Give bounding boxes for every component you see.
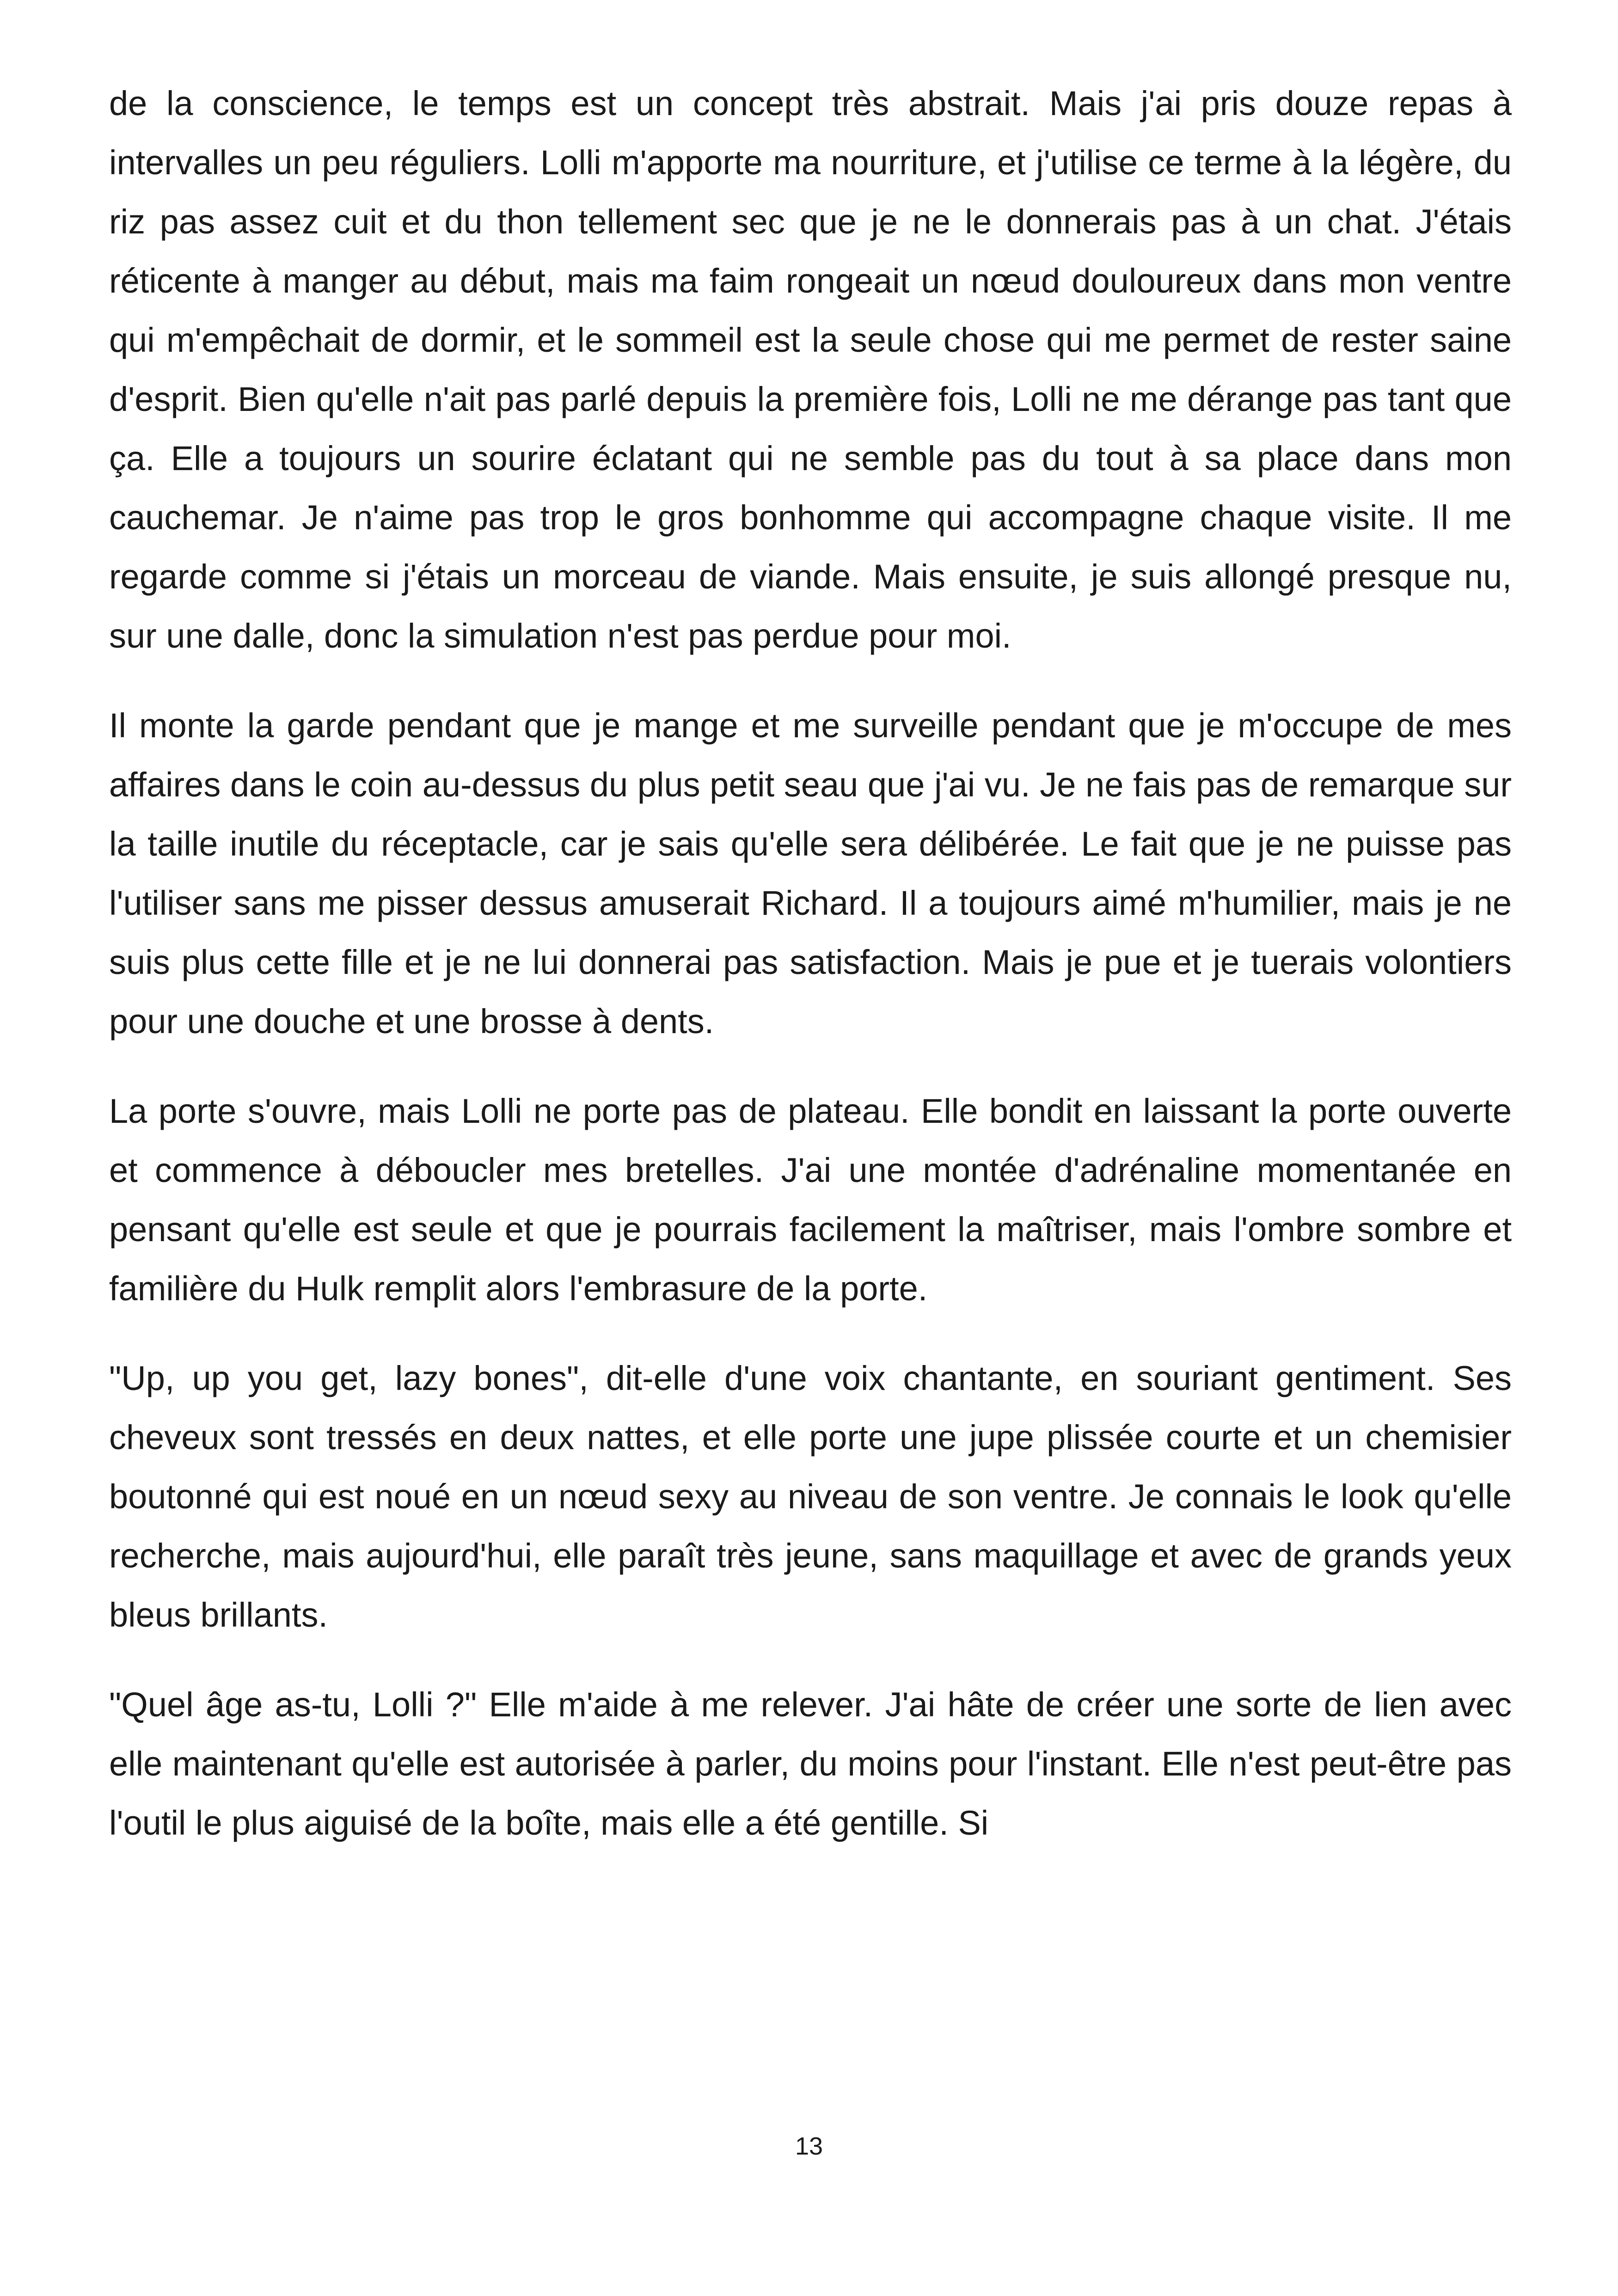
paragraph-4: "Up, up you get, lazy bones", dit-elle d'une voix chantante, en souriant gentiment. Ses cheveux sont tressés en deux nattes, et elle porte une jupe plissée courte et un chemisier boutonné qui est noué en un nœud sexy au niveau de son ventre. Je connais le look qu'elle recherche, mais aujourd'hui, elle paraît très jeune, sans maquillage et avec de grands yeux bleus brillants. (109, 1359, 1512, 1634)
page-number: 13 (795, 2132, 823, 2160)
paragraph-1: de la conscience, le temps est un concept très abstrait. Mais j'ai pris douze repas à intervalles un peu réguliers. Lolli m'apporte ma nourriture, et j'utilise ce terme à la légère, du riz pas assez cuit et du thon tellement sec que je ne le donnerais pas à un chat. J'étais réticente à manger au début, mais ma faim rongeait un nœud douloureux dans mon ventre qui m'empêchait de dormir, et le sommeil est la seule chose qui me permet de rester saine d'esprit. Bien qu'elle n'ait pas parlé depuis la première fois, Lolli ne me dérange pas tant que ça. Elle a toujours un sourire éclatant qui ne semble pas du tout à sa place dans mon cauchemar. Je n'aime pas trop le gros bonhomme qui accompagne chaque visite. Il me regarde comme si j'étais un morceau de viande. Mais ensuite, je suis allongé presque nu, sur une dalle, donc la simulation n'est pas perdue pour moi. (109, 84, 1512, 655)
paragraph-3: La porte s'ouvre, mais Lolli ne porte pas de plateau. Elle bondit en laissant la porte ouverte et commence à déboucler mes bretelles. J'ai une montée d'adrénaline momentanée en pensant qu'elle est seule et que je pourrais facilement la maîtriser, mais l'ombre sombre et familière du Hulk remplit alors l'embrasure de la porte. (109, 1092, 1512, 1308)
paragraph-5: "Quel âge as-tu, Lolli ?" Elle m'aide à me relever. J'ai hâte de créer une sorte de lien avec elle maintenant qu'elle est autorisée à parler, du moins pour l'instant. Elle n'est peut-être pas l'outil le plus aiguisé de la boîte, mais elle a été gentille. Si (109, 1685, 1512, 1842)
body-text (109, 74, 1512, 1883)
paragraph-2: Il monte la garde pendant que je mange et me surveille pendant que je m'occupe de mes affaires dans le coin au-dessus du plus petit seau que j'ai vu. Je ne fais pas de remarque sur la taille inutile du réceptacle, car je sais qu'elle sera délibérée. Le fait que je ne puisse pas l'utiliser sans me pisser dessus amuserait Richard. Il a toujours aimé m'humilier, mais je ne suis plus cette fille et je ne lui donnerai pas satisfaction. Mais je pue et je tuerais volontiers pour une douche et une brosse à dents. (109, 706, 1512, 1041)
